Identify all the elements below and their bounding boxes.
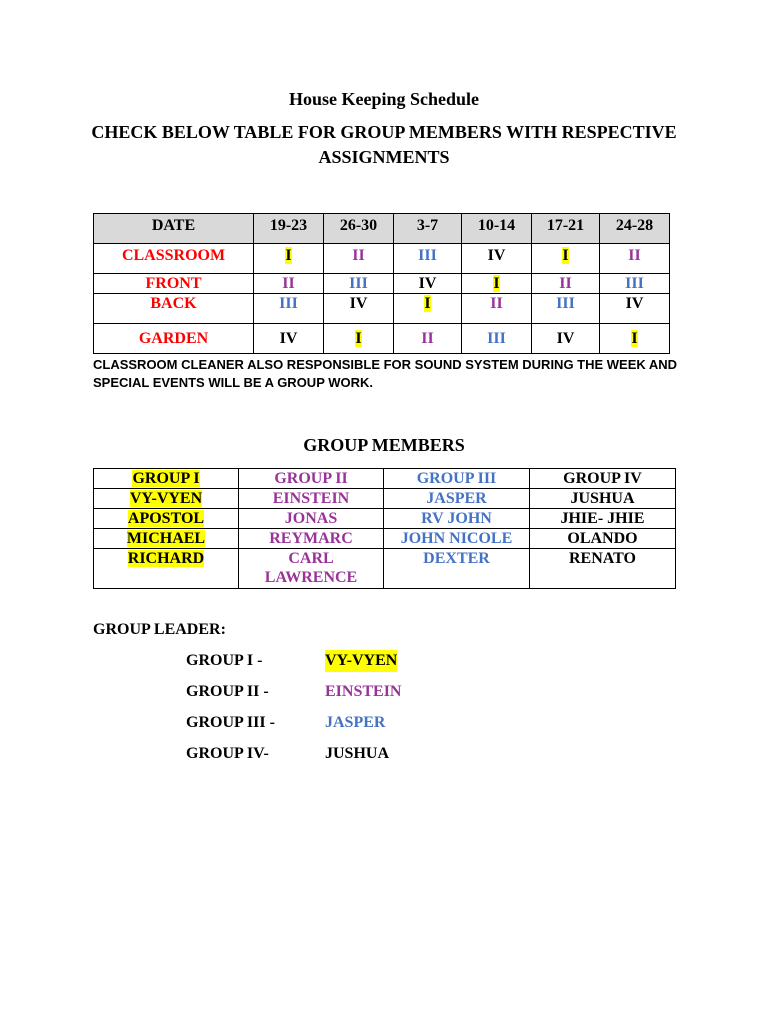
assignment-cell	[324, 244, 394, 274]
member-row	[94, 509, 676, 529]
leader-name: VY-VYEN	[325, 650, 397, 672]
assignment-cell	[254, 244, 324, 274]
group-members-table	[93, 468, 676, 589]
assignment-cell	[462, 294, 532, 324]
cleaner-note: CLASSROOM CLEANER ALSO RESPONSIBLE FOR SOUND SYSTEM DURING THE WEEK AND SPECIAL EVENTS WILL BE A GROUP WORK.	[93, 357, 678, 390]
assignment-cell	[600, 274, 670, 294]
group-number: III	[625, 275, 644, 292]
schedule-row-classroom	[94, 244, 670, 274]
group-name: GROUP IV	[563, 470, 642, 487]
assignment-cell	[254, 274, 324, 294]
group-name: GROUP I	[132, 470, 200, 487]
group-number: I	[355, 330, 362, 347]
group-number: IV	[556, 330, 575, 347]
assignment-cell	[600, 294, 670, 324]
member-cell	[530, 509, 676, 529]
member-cell	[530, 489, 676, 509]
schedule-table	[93, 213, 670, 354]
schedule-header-cell: 10-14	[462, 214, 532, 244]
assignment-cell	[394, 244, 462, 274]
group-number: III	[556, 295, 575, 312]
group-number: III	[487, 330, 506, 347]
group-name-cell	[94, 469, 239, 489]
document-title: House Keeping Schedule	[288, 89, 480, 109]
group-number: I	[424, 295, 431, 312]
member-cell	[384, 509, 530, 529]
assignment-cell	[394, 294, 462, 324]
assignment-cell	[462, 324, 532, 354]
area-label: GARDEN	[94, 324, 254, 354]
leader-group: GROUP II -	[186, 683, 269, 700]
assignment-cell	[600, 244, 670, 274]
group-number: I	[631, 330, 638, 347]
member-cell	[94, 529, 239, 549]
schedule-header-cell: 3-7	[394, 214, 462, 244]
schedule-header-cell: 17-21	[532, 214, 600, 244]
member-name: APOSTOL	[127, 510, 205, 527]
assignment-cell	[532, 244, 600, 274]
member-name: RENATO	[569, 550, 636, 567]
leader-name: EINSTEIN	[325, 683, 402, 700]
assignment-cell	[394, 324, 462, 354]
group-number: IV	[279, 330, 298, 347]
leader-name: JASPER	[325, 714, 386, 731]
area-label: BACK	[94, 294, 254, 324]
group-number: II	[490, 295, 503, 312]
assignment-cell	[324, 294, 394, 324]
leader-group: GROUP IV-	[186, 745, 269, 762]
group-number: IV	[487, 247, 506, 264]
member-name: JOHN NICOLE	[400, 530, 513, 547]
group-number: II	[559, 275, 572, 292]
area-label: CLASSROOM	[94, 244, 254, 274]
member-name: OLANDO	[567, 530, 638, 547]
assignment-cell	[324, 274, 394, 294]
assignment-cell	[532, 274, 600, 294]
group-number: I	[493, 275, 500, 292]
group-number: IV	[418, 275, 437, 292]
member-cell	[239, 529, 384, 549]
group-number: II	[282, 275, 295, 292]
member-name: MICHAEL	[126, 530, 206, 547]
assignment-cell	[600, 324, 670, 354]
group-number: IV	[349, 295, 368, 312]
group-name-cell	[239, 469, 384, 489]
group-name-cell	[384, 469, 530, 489]
schedule-row-back	[94, 294, 670, 324]
group-number: I	[562, 247, 569, 264]
member-name: JASPER	[426, 490, 487, 507]
member-name: JUSHUA	[570, 490, 635, 507]
schedule-header-cell: DATE	[94, 214, 254, 244]
member-row	[94, 549, 676, 589]
group-members-heading: GROUP MEMBERS	[303, 435, 465, 455]
group-number: III	[349, 275, 368, 292]
member-cell	[239, 549, 384, 589]
group-number: II	[352, 247, 365, 264]
member-cell	[384, 529, 530, 549]
member-cell	[530, 549, 676, 589]
leader-group: GROUP I -	[186, 652, 263, 669]
member-cell	[384, 489, 530, 509]
group-number: III	[418, 247, 437, 264]
member-row	[94, 529, 676, 549]
member-cell	[530, 529, 676, 549]
group-name: GROUP II	[274, 470, 348, 487]
assignment-cell	[324, 324, 394, 354]
schedule-row-front	[94, 274, 670, 294]
member-cell	[239, 509, 384, 529]
group-name-row	[94, 469, 676, 489]
schedule-header-row	[94, 214, 670, 244]
leader-group: GROUP III -	[186, 714, 275, 731]
schedule-row-garden	[94, 324, 670, 354]
member-name: RV JOHN	[421, 510, 492, 527]
group-number: III	[279, 295, 298, 312]
group-number: I	[285, 247, 292, 264]
member-cell	[384, 549, 530, 589]
assignment-cell	[462, 274, 532, 294]
member-name: JONAS	[284, 510, 338, 527]
member-cell	[239, 489, 384, 509]
member-name: JHIE- JHIE	[560, 510, 645, 527]
member-name: CARL LAWRENCE	[264, 550, 358, 586]
member-name: DEXTER	[423, 550, 490, 567]
assignment-cell	[254, 294, 324, 324]
member-cell	[94, 509, 239, 529]
schedule-header-cell: 26-30	[324, 214, 394, 244]
assignment-cell	[532, 324, 600, 354]
group-leader-heading: GROUP LEADER:	[93, 621, 226, 638]
document-subtitle: CHECK BELOW TABLE FOR GROUP MEMBERS WITH RESPECTIVE ASSIGNMENTS	[91, 122, 677, 167]
member-cell	[94, 489, 239, 509]
assignment-cell	[394, 274, 462, 294]
member-row	[94, 489, 676, 509]
assignment-cell	[462, 244, 532, 274]
member-name: EINSTEIN	[272, 490, 350, 507]
schedule-header-cell: 24-28	[600, 214, 670, 244]
member-cell	[94, 549, 239, 589]
area-label: FRONT	[94, 274, 254, 294]
member-name: VY-VYEN	[129, 490, 203, 507]
leader-name: JUSHUA	[325, 745, 390, 762]
group-number: II	[421, 330, 434, 347]
assignment-cell	[532, 294, 600, 324]
member-name: RICHARD	[127, 550, 205, 567]
group-number: II	[628, 247, 641, 264]
member-name: REYMARC	[269, 530, 353, 547]
group-name: GROUP III	[416, 470, 497, 487]
group-name-cell	[530, 469, 676, 489]
assignment-cell	[254, 324, 324, 354]
schedule-header-cell: 19-23	[254, 214, 324, 244]
group-number: IV	[625, 295, 644, 312]
